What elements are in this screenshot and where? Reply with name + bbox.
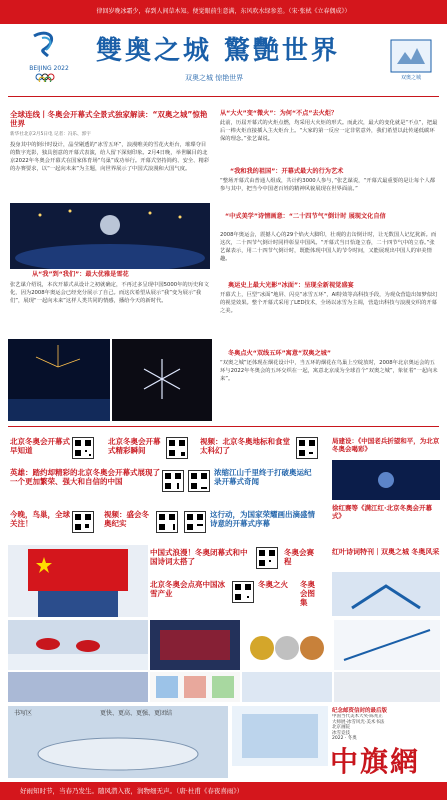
top-banner: 律回岁晚冰霜少，春到人间草木知。便觉眼前生意满，东风吹水绿参差。（宋·张栻《立春偶成》） <box>0 0 447 24</box>
tile-chinese-romance[interactable]: 中国式浪漫！冬奥闭幕式和中国诗词太搭了 <box>150 548 248 566</box>
left-headline[interactable]: 全球连线丨冬奥会开幕式全景式独家解读：“双奥之城”惊艳世界 <box>10 110 208 128</box>
gold-medals-photo <box>242 620 332 670</box>
right-heading-b: “我和我的祖国”：开幕式最大的行为艺术 <box>230 168 344 175</box>
tile-veteran-poem[interactable]: 局建设：《中国老兵折望和平，为北京冬奥会喝彩》 <box>332 437 440 453</box>
tile-birds-nest[interactable]: 今晚，鸟巢，全球关注！ <box>10 510 70 528</box>
page-subtitle: 双奥之城 惊艳世界 <box>185 74 244 82</box>
masthead-divider <box>8 96 439 97</box>
writing-area-label: 书写区 <box>14 710 33 717</box>
snowflake-torch-photo <box>112 339 212 421</box>
medal-ceremony-photo <box>150 620 240 670</box>
stamp-list <box>332 714 440 740</box>
beijing-2022-logo <box>20 30 78 82</box>
list-item: 北京画院 <box>332 725 350 730</box>
list-item: 大师展·冰雪风光·美术书法 <box>332 719 385 725</box>
right-body-d: 开幕式上，巨型“冰面”地屏、闪亮“冰雪五环”，AI特效等高科技手段，为观众营造出如梦似幻的视觉效果。整个开幕式采用了LED技术，全场以冰雪为主调，营造出科技与浪漫交织的开幕之美。 <box>220 292 438 314</box>
svg-text:BEIJING 2022: BEIJING 2022 <box>29 65 69 72</box>
figure-skating-photo <box>242 672 332 702</box>
left-photo-caption: 从“我”到“我们”：最大优雅是雪花 <box>32 271 129 278</box>
page-title: 雙奥之城 驚艷世界 <box>96 36 341 66</box>
left-body-2: 张艺谋介绍说，本次开幕式从设计之初就确定，不再过多呈现中国5000年的历史和文化，因为2008年奥运会已经充分展示了自己。而这次希望从展示“我”变为展示“我们”，展现“一起向未来”这样人类共同的情感，播给今天的新时代。 <box>10 282 209 304</box>
seal-emblem <box>385 30 437 82</box>
right-body-a: 此前，历届开幕式的火炬点燃，均采用大火炬的形式。而此次，最大的变化就是“不点”，把最后一棒火炬直接插入主火炬台上。“大家的第一反应一定非常意外，我们希望以此传递低碳环保的理念。”张艺谋说。 <box>220 120 438 142</box>
postal-stamp-envelope <box>232 706 328 766</box>
tile-manjianghong-poem[interactable]: 徐红赛等《满江红·北京冬奥会开幕式》 <box>332 504 432 520</box>
right-heading-a: 从“大火”变“微火”：为何“不点”去火炬？ <box>220 110 338 117</box>
stamp-list-title: 纪念邮资信封的最后版 <box>332 708 388 714</box>
bottom-banner: 好雨知时节，当春乃发生。随风潜入夜，润物细无声。（唐·杜甫《春夜喜雨》） <box>0 782 447 800</box>
ceremony-night-photo <box>332 460 440 500</box>
list-item: 冰雪竞技 <box>332 730 350 736</box>
tile-landmark-video[interactable]: 视频：北京冬奥地标和食堂太科幻了 <box>200 437 290 455</box>
tile-hero-article[interactable]: 英雄：踏约却精彩的北京冬奥会开幕式展现了一个更加繁荣、强大和自信的中国 <box>10 468 160 486</box>
athlete-portrait-photo <box>334 672 440 702</box>
qr-code-icon[interactable] <box>188 470 210 492</box>
tile-national-honor[interactable]: 这行动，为国家荣耀画出滴盛情诗意的开幕式序幕 <box>210 510 315 528</box>
right-body-b: “整场开幕式由普通人组成，共计约3000人参与，”张艺谋说，“开幕式最重要的是让每个人都参与其中，把当今中国老百姓的精神风貌展现在世界面前。” <box>220 178 436 192</box>
qr-code-icon[interactable] <box>162 470 184 492</box>
list-item: 中国当代美术大奖·陈兆正 <box>332 714 383 719</box>
team-photo <box>8 672 148 702</box>
tile-schedule[interactable]: 冬奥会赛程 <box>284 548 314 566</box>
section-divider <box>8 426 439 427</box>
qr-code-icon[interactable] <box>166 437 188 459</box>
athletes-flag-photo <box>8 545 148 617</box>
right-heading-e: 冬奥点火“双线五环”寓意“双奥之城” <box>228 350 331 357</box>
tile-record-article[interactable]: 浓缩江山千里终于打破奥运纪录开幕式奇闻 <box>214 468 312 486</box>
tile-gallery[interactable]: 冬奥会图集 <box>300 580 315 607</box>
tile-ice-industry[interactable]: 北京冬奥会点亮中国冰雪产业 <box>150 580 225 598</box>
qr-code-icon[interactable] <box>296 437 318 459</box>
list-item: 2022 · 冬奥 <box>332 736 357 740</box>
right-body-e: “双奥之城”还体现在烟花设计中，当五环的烟花在鸟巢上空绽放时，2008年北京奥运会的五环与2022年冬奥会的五环交织在一起，寓意北京成为全球首个“双奥之城”，象征着“一起向未来”。 <box>220 360 438 382</box>
tile-documentary-video[interactable]: 视频：盛会冬奥纪实 <box>104 510 149 528</box>
skater-photo <box>332 572 440 616</box>
speed-skating-photo <box>8 620 148 670</box>
brand-logo: 中旗網 <box>330 745 421 778</box>
tile-poetry-special[interactable]: 红叶诗词特刊｜双奥之城 冬奥风采 <box>332 548 440 556</box>
qr-code-icon[interactable] <box>184 511 206 533</box>
svg-text:双奥之城: 双奥之城 <box>400 75 422 81</box>
opening-ceremony-photo <box>10 203 210 269</box>
qr-code-icon[interactable] <box>232 581 254 603</box>
qr-code-icon[interactable] <box>256 547 278 569</box>
qr-code-icon[interactable] <box>156 511 178 533</box>
tile-opening-highlights[interactable]: 北京冬奥会开幕式精彩瞬间 <box>108 437 161 455</box>
olympic-motto: 更快、更高、更强、更团结 <box>100 710 173 717</box>
tile-opening-preview[interactable]: 北京冬奥会开幕式早知道 <box>10 437 70 455</box>
right-body-c: 2008年奥运会，震撼人心的29个焰火大脚印，壮观的击缶倒计时，让无数国人记忆犹新。而这次，二十四节气倒计时同样彰显中国风。“开幕式当日恰逢立春，二十四节气中的立春。”张艺谋表示，用二十四节气倒计时，既能体现中国人的节令时间，又能展现出中国人的审美情趣。 <box>220 232 437 262</box>
right-heading-d: 奥运史上最大光影“冰面”：呈现全新视觉盛宴 <box>228 282 354 289</box>
fireworks-photo <box>8 339 110 421</box>
qr-code-icon[interactable] <box>72 511 94 533</box>
stamps-photo <box>150 672 240 702</box>
left-body: 投身其中的倒计时设计，晶莹剔透的“冰雪五环”，浪漫唯美的雪花火炬台，璀璨夺目的数字光影，独具创意的开幕式表演，给人留下深刻印象。2月4日晚，举世瞩目的北京2022年冬奥会开幕式在国家体育场“鸟巢”成功举行。开幕式坚持简约、安全、精彩的办赛要求，以“一起向未来”为主题，向世界展示了中国式浪漫和大国气度。 <box>10 142 210 172</box>
tile-olympic-flame[interactable]: 冬奥之火 <box>258 580 288 589</box>
right-heading-c: “中式美学”诗情画意：“二十四节气”倒计时 展现文化自信 <box>225 213 386 220</box>
skiing-photo <box>334 620 440 670</box>
left-byline: 新华社北京2月5日电 记者：冯乐、郭宇 <box>10 132 91 137</box>
qr-code-icon[interactable] <box>72 437 94 459</box>
